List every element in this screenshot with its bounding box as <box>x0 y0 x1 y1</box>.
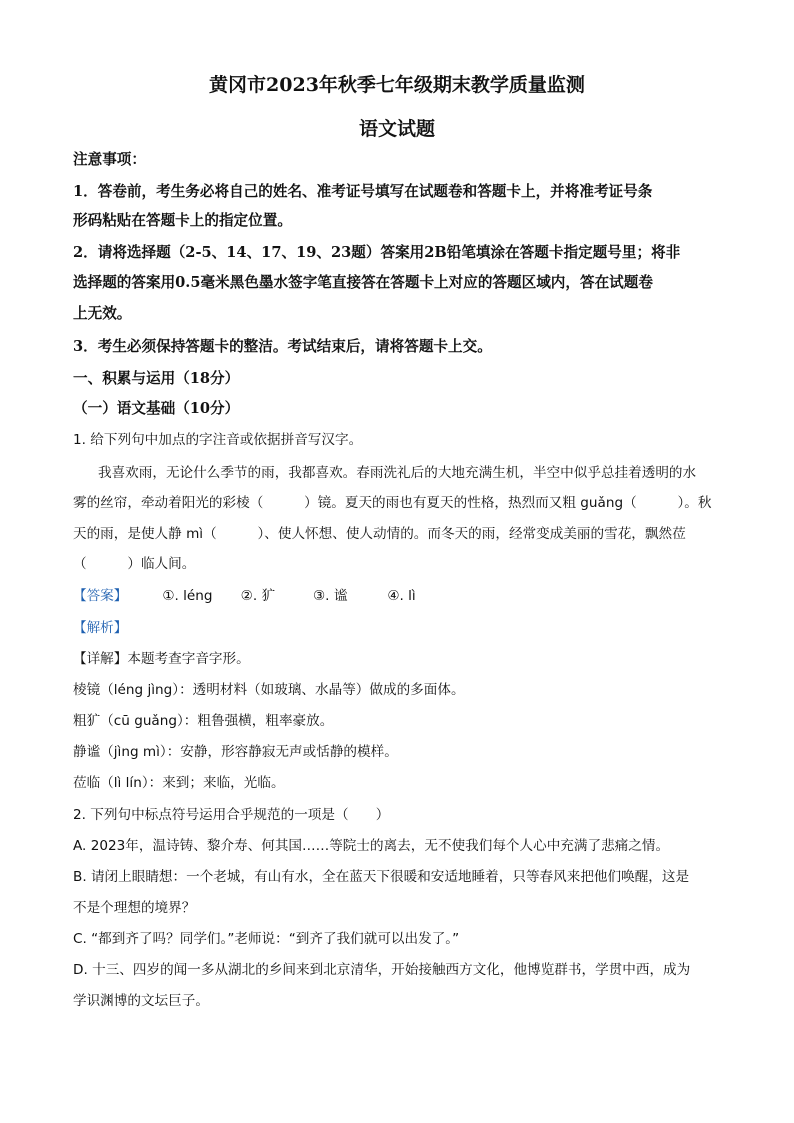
detail-line-2: 棱镜（léng jìng）：透明材料（如玻璃、水晶等）做成的多面体。 <box>73 682 465 698</box>
detail-line-1: 【详解】本题考查字音字形。 <box>73 651 250 667</box>
option-c: C. “都到齐了吗？同学们。”老师说：“到齐了我们就可以出发了。” <box>73 931 460 947</box>
answer-4: ④. lì <box>387 588 416 604</box>
answer-2: ②. 犷 <box>240 588 276 604</box>
section-subtitle: （一）语文基础（10分） <box>73 400 240 417</box>
option-b-line-1: B. 请闭上眼睛想：一个老城，有山有水，全在蓝天下很暖和安适地睡着，只等春风来把他们唤醒，这是 <box>73 869 690 885</box>
detail-line-5: 莅临（lì lín）：来到；来临，光临。 <box>73 775 285 791</box>
notes-heading: 注意事项： <box>73 151 146 168</box>
section-title: 一、积累与运用（18分） <box>73 370 240 387</box>
question-1-stem: 1. 给下列句中加点的字注音或依据拼音写汉字。 <box>73 432 363 448</box>
answer-label: 【答案】 <box>73 588 128 604</box>
passage-line-3: 天的雨，是使人静 mì（ ）、使人怀想、使人动情的。而冬天的雨，经常变成美丽的雪花，飘然莅 <box>73 526 686 542</box>
exam-subject: 语文试题 <box>358 118 435 140</box>
analysis-label: 【解析】 <box>73 620 128 636</box>
note-line-5: 上无效。 <box>73 305 132 322</box>
exam-title: 黄冈市2023年秋季七年级期末教学质量监测 <box>209 74 585 96</box>
note-line-1: 1．答卷前，考生务必将自己的姓名、准考证号填写在试题卷和答题卡上，并将准考证号条 <box>73 183 653 200</box>
note-line-4: 选择题的答案用0.5毫米黑色墨水签字笔直接答在答题卡上对应的答题区域内，答在试题卷 <box>73 274 653 291</box>
passage-line-1: 我喜欢雨，无论什么季节的雨，我都喜欢。春雨洗礼后的大地充满生机，半空中似乎总挂着透明的水 <box>98 465 697 481</box>
answer-1: ①. léng <box>162 588 213 604</box>
option-d-line-1: D. 十三、四岁的闻一多从湖北的乡间来到北京清华，开始接触西方文化，他博览群书，学贯中西，成为 <box>73 962 691 978</box>
question-2-stem: 2. 下列句中标点符号运用合乎规范的一项是（ ） <box>73 807 390 823</box>
passage-line-4: （ ）临人间。 <box>73 556 196 572</box>
answer-row <box>73 586 723 606</box>
option-d-line-2: 学识渊博的文坛巨子。 <box>73 993 209 1009</box>
passage-line-2: 雾的丝帘，牵动着阳光的彩棱（ ）镜。夏天的雨也有夏天的性格，热烈而又粗 guǎng（ ）。秋 <box>73 495 712 511</box>
option-b-line-2: 不是个理想的境界？ <box>73 900 196 916</box>
detail-line-3: 粗犷（cū guǎng）：粗鲁强横，粗率豪放。 <box>73 713 334 729</box>
detail-line-4: 静谧（jìng mì）：安静，形容静寂无声或恬静的模样。 <box>73 744 398 760</box>
option-a: A. 2023年，温诗铸、黎介寿、何其国……等院士的离去，无不使我们每个人心中充满了悲痛之情。 <box>73 838 670 854</box>
note-line-2: 形码粘贴在答题卡上的指定位置。 <box>73 212 292 229</box>
answer-3: ③. 谧 <box>312 588 348 604</box>
note-line-3: 2．请将选择题（2-5、14、17、19、23题）答案用2B铅笔填涂在答题卡指定题号里；将非 <box>73 244 681 261</box>
note-line-6: 3．考生必须保持答题卡的整洁。考试结束后，请将答题卡上交。 <box>73 338 492 355</box>
